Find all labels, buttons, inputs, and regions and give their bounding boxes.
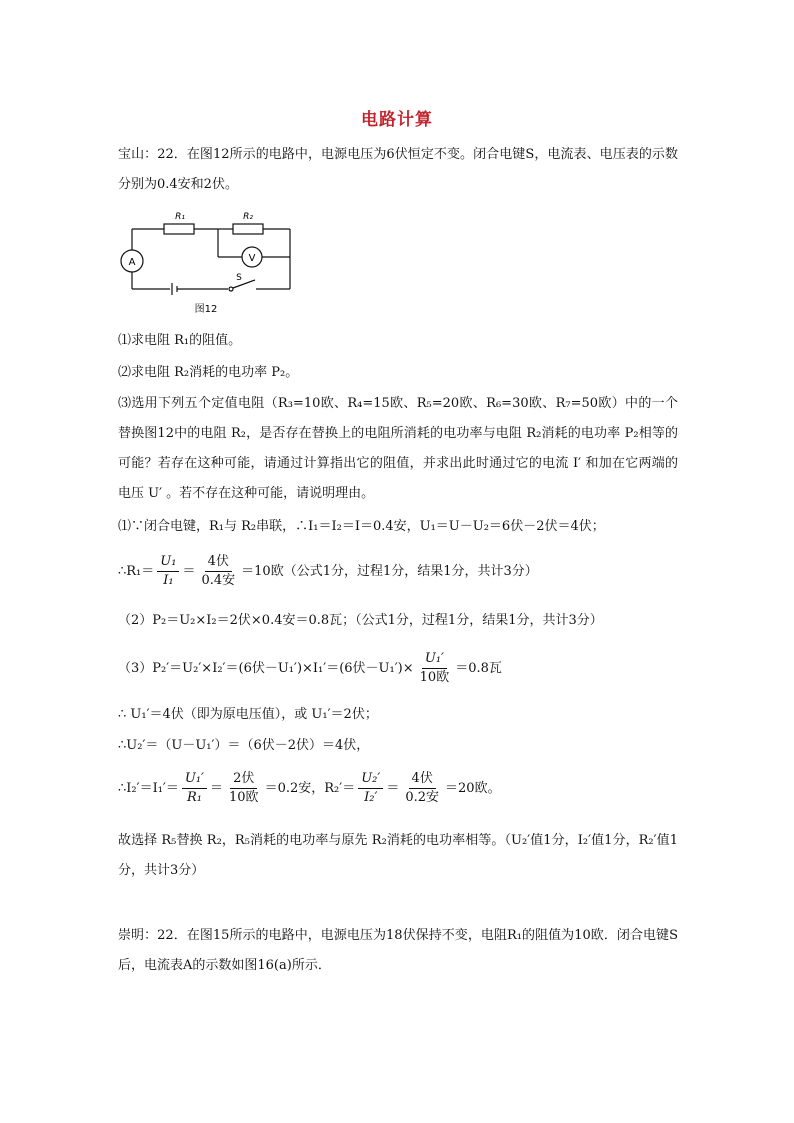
label-r1: R₁	[175, 212, 185, 222]
answer-3-u1-values: ∴ U₁′＝4伏（即为原电压值），或 U₁′＝2伏；	[118, 707, 378, 722]
answer-conclusion: 故选择 R₅替换 R₂，R₅消耗的电功率与原先 R₂消耗的电功率相等。（U₂′值1分，I₂′值1分，R₂′值1分，共计3分）	[118, 833, 678, 878]
answer-1-r1-calc: ∴R₁＝ $\frac{\text{U₁}}{\text{I₁}}$ ＝ $\frac{\text{4伏}}{\text{0.4安}}$ ＝10欧（公式1分，过程1分，结果1分，共计3分）	[118, 554, 538, 588]
resistor-r2	[233, 224, 263, 234]
resistor-r1	[164, 224, 194, 234]
label-r2: R₂	[243, 212, 253, 222]
sub-question-1: ⑴求电阻 R₁的阻值。	[118, 333, 242, 348]
sub-question-2: ⑵求电阻 R₂消耗的电功率 P₂。	[118, 365, 299, 380]
answer-3-power-equation: （3）P₂′＝U₂′×I₂′＝(6伏－U₁′)×I₁′＝(6伏－U₁′)× $\frac{\text{U₁′}}{\text{10欧}}$ ＝0.8瓦	[118, 651, 502, 685]
answer-1: ⑴∵闭合电键，R₁与 R₂串联，∴I₁＝I₂＝I＝0.4安，U₁＝U－U₂＝6伏－2伏＝4伏；	[118, 519, 605, 534]
label-ammeter: A	[128, 257, 136, 268]
page-title: 电路计算	[361, 110, 433, 130]
label-voltmeter: V	[248, 253, 256, 264]
question-2-intro: 崇明：22．在图15所示的电路中，电源电压为18伏保持不变，电阻R₁的阻值为10欧．闭合电键S后，电流表A的示数如图16(a)所示．	[118, 928, 678, 973]
question-1-intro: 宝山：22．在图12所示的电路中，电源电压为6伏恒定不变。闭合电键S，电流表、电压表的示数分别为0.4安和2伏。	[118, 147, 678, 192]
label-switch: S	[236, 273, 242, 283]
circuit-diagram-figure-12	[118, 205, 308, 320]
sub-question-3: ⑶选用下列五个定值电阻（R₃=10欧、R₄=15欧、R₅=20欧、R₆=30欧、R₇=50欧）中的一个替换图12中的电阻 R₂，是否存在替换上的电阻所消耗的电功率与电阻 R₂消耗的电功率 P₂相等的可能？若存在这种可能，请通过计算指出它的阻值，并求出此时通过它的电流 I′ 和加在它两端的电压 U′ 。若不存在这种可能，请说明理由。	[118, 396, 678, 501]
answer-3-current-resistance: ∴I₂′＝I₁′＝ $\frac{\text{U₁′}}{\text{R₁}}$ ＝ $\frac{\text{2伏}}{\text{10欧}}$ ＝0.2安，R₂′＝ $\frac{\text{U₂′}}{\text{I₂′}}$ ＝ $\frac{\text{4伏}}{\text{0.2安}}$ ＝20欧。	[118, 771, 501, 805]
answer-2: （2）P₂＝U₂×I₂＝2伏×0.4安＝0.8瓦；（公式1分，过程1分，结果1分，共计3分）	[118, 613, 603, 628]
answer-3-u2: ∴U₂′＝（U－U₁′）＝（6伏－2伏）＝4伏，	[118, 738, 370, 753]
figure-caption: 图12	[194, 304, 218, 315]
